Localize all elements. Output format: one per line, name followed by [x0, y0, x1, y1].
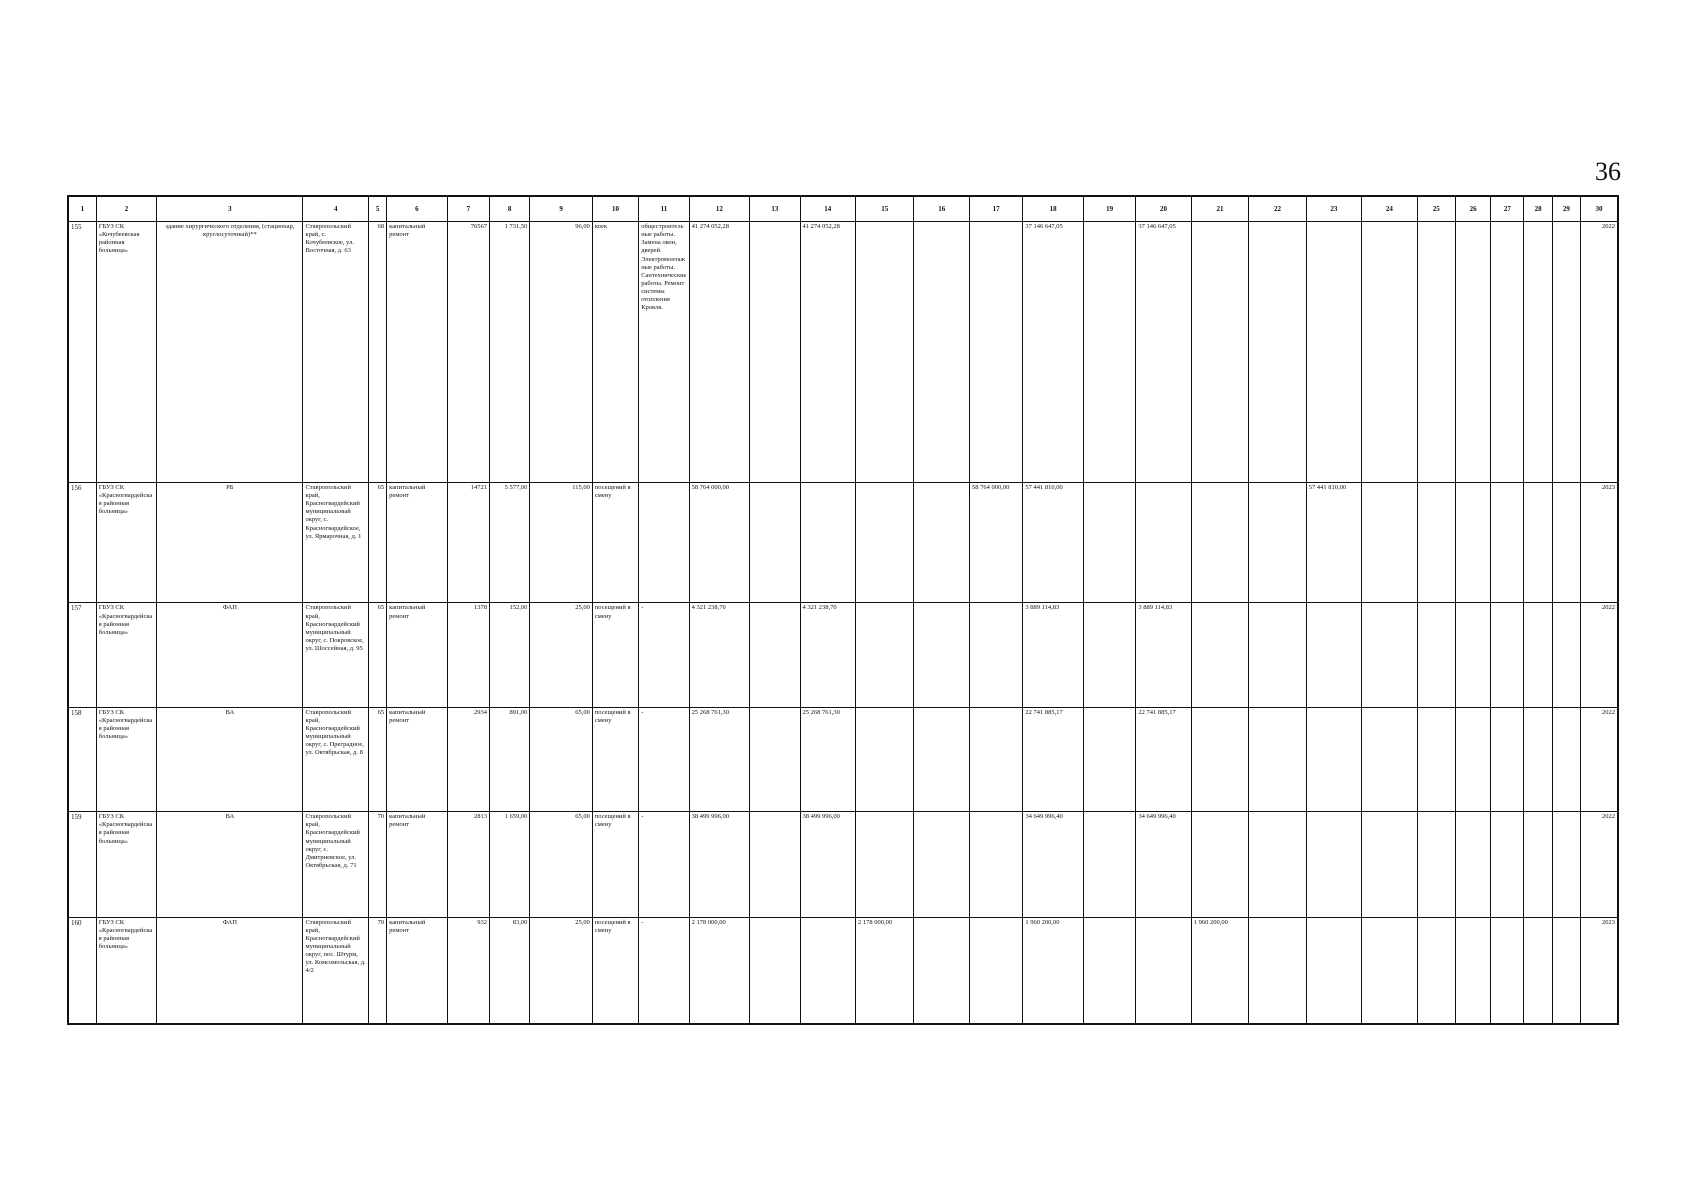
table-cell: Ставропольский край, Красногвардейский муниципальный округ, с. Покровское, ул. Шоссейная, д. 95 — [303, 603, 369, 707]
table-cell — [1552, 917, 1580, 1024]
column-header-24: 24 — [1362, 196, 1417, 222]
table-cell: 76567 — [447, 222, 489, 483]
column-header-27: 27 — [1491, 196, 1524, 222]
table-cell — [1191, 222, 1248, 483]
table-cell: 2813 — [447, 812, 489, 917]
table-cell: 2023 — [1580, 482, 1618, 602]
table-cell: капитальный ремонт — [387, 603, 448, 707]
table-cell: 96,00 — [530, 222, 593, 483]
table-cell: 932 — [447, 917, 489, 1024]
table-cell — [1417, 603, 1455, 707]
table-cell: 34 649 996,40 — [1136, 812, 1191, 917]
table-row — [68, 812, 1618, 917]
table-cell: РБ — [157, 482, 303, 602]
table-cell: 14721 — [447, 482, 489, 602]
table-cell: 70 — [369, 812, 387, 917]
table-cell: ГБУЗ СК «Красногвардейская районная больница» — [96, 603, 157, 707]
table-cell — [856, 707, 914, 811]
table-cell — [969, 222, 1022, 483]
table-cell: 41 274 052,28 — [689, 222, 750, 483]
row-number-cell: 160 — [68, 917, 96, 1024]
table-cell — [1552, 222, 1580, 483]
table-cell — [1306, 917, 1361, 1024]
table-cell — [1491, 482, 1524, 602]
table-cell — [1524, 917, 1552, 1024]
column-header-4: 4 — [303, 196, 369, 222]
table-cell: ГБУЗ СК «Красногвардейская районная больница» — [96, 482, 157, 602]
table-cell: 115,00 — [530, 482, 593, 602]
table-cell — [914, 707, 969, 811]
table-cell — [1552, 603, 1580, 707]
data-table — [67, 195, 1619, 1025]
table-row — [68, 603, 1618, 707]
column-header-11: 11 — [639, 196, 689, 222]
table-cell: 2 178 000,00 — [856, 917, 914, 1024]
table-cell: ФАП — [157, 917, 303, 1024]
column-header-23: 23 — [1306, 196, 1361, 222]
table-cell — [750, 603, 800, 707]
table-cell — [1362, 917, 1417, 1024]
table-cell: 22 741 885,17 — [1136, 707, 1191, 811]
table-cell: 57 441 810,00 — [1306, 482, 1361, 602]
table-cell: капитальный ремонт — [387, 707, 448, 811]
row-number-cell: 159 — [68, 812, 96, 917]
column-header-30: 30 — [1580, 196, 1618, 222]
table-cell: здание хирургического отделения, (стационар, круглосуточный)** — [157, 222, 303, 483]
table-cell: 65,00 — [530, 707, 593, 811]
table-cell: ГБУЗ СК «Красногвардейская районная больница» — [96, 812, 157, 917]
table-cell — [1524, 482, 1552, 602]
table-cell — [1491, 812, 1524, 917]
table-cell: ГБУЗ СК «Кочубеевская районная больница» — [96, 222, 157, 483]
table-cell — [1306, 812, 1361, 917]
table-cell: 58 764 000,00 — [689, 482, 750, 602]
table-cell: Ставропольский край, Красногвардейский муниципальный округ, с. Дмитриевское, ул. Октябрьская, д. 71 — [303, 812, 369, 917]
table-row — [68, 707, 1618, 811]
table-cell: 34 649 996,40 — [1023, 812, 1084, 917]
table-cell — [914, 222, 969, 483]
table-cell: 1378 — [447, 603, 489, 707]
table-cell: 4 321 238,70 — [689, 603, 750, 707]
table-cell — [750, 917, 800, 1024]
table-cell — [1249, 812, 1306, 917]
table-cell: - — [639, 917, 689, 1024]
table-cell — [1524, 812, 1552, 917]
column-header-3: 3 — [157, 196, 303, 222]
table-cell — [1455, 812, 1490, 917]
table-cell — [1491, 603, 1524, 707]
column-header-6: 6 — [387, 196, 448, 222]
table-cell: капитальный ремонт — [387, 812, 448, 917]
table-cell: Ставропольский край, Красногвардейский муниципальный округ, с. Преградное, ул. Октябрьская, д. 8 — [303, 707, 369, 811]
table-cell — [969, 917, 1022, 1024]
table-cell: 25 268 761,30 — [689, 707, 750, 811]
table-cell: 2934 — [447, 707, 489, 811]
table-cell — [1455, 603, 1490, 707]
table-cell — [750, 707, 800, 811]
table-cell — [639, 482, 689, 602]
table-cell: 2023 — [1580, 917, 1618, 1024]
column-header-14: 14 — [800, 196, 855, 222]
table-cell: 38 499 996,00 — [689, 812, 750, 917]
table-cell — [1362, 707, 1417, 811]
table-cell: 3 889 114,83 — [1023, 603, 1084, 707]
table-cell — [1455, 917, 1490, 1024]
table-cell: - — [639, 707, 689, 811]
table-cell — [1136, 917, 1191, 1024]
table-cell — [1417, 482, 1455, 602]
column-header-19: 19 — [1083, 196, 1135, 222]
table-cell — [1083, 222, 1135, 483]
table-cell — [1083, 812, 1135, 917]
table-cell — [1083, 482, 1135, 602]
table-cell — [800, 482, 855, 602]
table-cell: 41 274 052,28 — [800, 222, 855, 483]
table-cell — [1524, 707, 1552, 811]
table-cell — [1362, 603, 1417, 707]
table-row — [68, 482, 1618, 602]
column-header-2: 2 — [96, 196, 157, 222]
table-cell: 891,00 — [489, 707, 529, 811]
table-cell: Ставропольский край, с. Кочубеевское, ул. Восточная, д. 63 — [303, 222, 369, 483]
table-cell: 3 889 114,83 — [1136, 603, 1191, 707]
table-cell — [914, 812, 969, 917]
column-header-5: 5 — [369, 196, 387, 222]
column-header-22: 22 — [1249, 196, 1306, 222]
table-cell: Ставропольский край, Красногвардейский муниципальный округ, пос. Штурм, ул. Комсомольская, д. 4/2 — [303, 917, 369, 1024]
table-cell — [1524, 603, 1552, 707]
table-cell: 2022 — [1580, 222, 1618, 483]
row-number-cell: 157 — [68, 603, 96, 707]
table-cell: 22 741 885,17 — [1023, 707, 1084, 811]
table-cell: ГБУЗ СК «Красногвардейская районная больница» — [96, 917, 157, 1024]
table-cell — [1191, 707, 1248, 811]
row-number-cell: 158 — [68, 707, 96, 811]
table-cell: 37 146 647,05 — [1136, 222, 1191, 483]
table-cell — [1362, 482, 1417, 602]
column-header-7: 7 — [447, 196, 489, 222]
table-cell — [856, 812, 914, 917]
table-cell: 25 268 761,30 — [800, 707, 855, 811]
table-cell: капитальный ремонт — [387, 222, 448, 483]
table-cell — [1083, 707, 1135, 811]
table-row — [68, 222, 1618, 483]
table-cell: 2022 — [1580, 812, 1618, 917]
table-cell — [1417, 812, 1455, 917]
table-cell: посещений в смену — [592, 603, 638, 707]
table-cell: Ставропольский край, Красногвардейский муниципальный округ, с. Красногвардейское, ул. Ярмарочная, д. 1 — [303, 482, 369, 602]
table-cell — [1362, 222, 1417, 483]
table-cell — [750, 812, 800, 917]
table-cell — [1552, 482, 1580, 602]
table-cell: ГБУЗ СК «Красногвардейская районная больница» — [96, 707, 157, 811]
column-header-9: 9 — [530, 196, 593, 222]
table-cell — [1491, 917, 1524, 1024]
row-number-cell: 155 — [68, 222, 96, 483]
table-cell: ВА — [157, 812, 303, 917]
row-number-cell: 156 — [68, 482, 96, 602]
table-cell: 83,00 — [489, 917, 529, 1024]
table-cell — [1306, 707, 1361, 811]
table-cell: коек — [592, 222, 638, 483]
column-header-20: 20 — [1136, 196, 1191, 222]
table-cell — [1306, 603, 1361, 707]
table-cell — [1249, 603, 1306, 707]
table-cell: 65,00 — [530, 812, 593, 917]
column-header-25: 25 — [1417, 196, 1455, 222]
table-cell — [1417, 917, 1455, 1024]
table-cell: 70 — [369, 917, 387, 1024]
table-cell — [856, 222, 914, 483]
table-cell: посещений в смену — [592, 812, 638, 917]
column-header-28: 28 — [1524, 196, 1552, 222]
table-cell: 57 441 810,00 — [1023, 482, 1084, 602]
column-header-12: 12 — [689, 196, 750, 222]
table-cell — [1552, 707, 1580, 811]
table-cell — [1191, 812, 1248, 917]
table-cell: 38 499 996,00 — [800, 812, 855, 917]
table-cell — [856, 603, 914, 707]
table-row — [68, 917, 1618, 1024]
table-cell: 5 577,00 — [489, 482, 529, 602]
table-cell — [1249, 917, 1306, 1024]
table-cell — [1362, 812, 1417, 917]
column-header-18: 18 — [1023, 196, 1084, 222]
table-cell — [1491, 222, 1524, 483]
table-cell: 37 146 647,05 — [1023, 222, 1084, 483]
column-header-15: 15 — [856, 196, 914, 222]
table-cell — [969, 812, 1022, 917]
table-cell — [750, 482, 800, 602]
table-cell: 1 960 200,00 — [1023, 917, 1084, 1024]
table-cell — [1455, 222, 1490, 483]
table-cell: - — [639, 603, 689, 707]
table-cell: общестроительные работы. Замена окон, дверей. Электромонтажные работы. Сантехнические работы. Ремонт системы отопления Кровля. — [639, 222, 689, 483]
table-cell — [914, 603, 969, 707]
table-cell: 2 178 000,00 — [689, 917, 750, 1024]
column-header-26: 26 — [1455, 196, 1490, 222]
page-number: 36 — [1595, 157, 1621, 186]
column-header-13: 13 — [750, 196, 800, 222]
column-header-21: 21 — [1191, 196, 1248, 222]
table-cell: 1 960 200,00 — [1191, 917, 1248, 1024]
table-cell — [969, 603, 1022, 707]
table-cell: 2022 — [1580, 707, 1618, 811]
table-cell — [1524, 222, 1552, 483]
table-cell: 65 — [369, 603, 387, 707]
table-cell: 65 — [369, 482, 387, 602]
column-header-10: 10 — [592, 196, 638, 222]
table-cell — [1306, 222, 1361, 483]
table-cell — [800, 917, 855, 1024]
table-cell: 65 — [369, 707, 387, 811]
table-cell — [856, 482, 914, 602]
table-cell: 58 764 000,00 — [969, 482, 1022, 602]
table-cell: 152,00 — [489, 603, 529, 707]
table-cell: 2022 — [1580, 603, 1618, 707]
table-cell: ФАП — [157, 603, 303, 707]
table-cell — [914, 482, 969, 602]
header-row — [68, 196, 1618, 222]
table-cell — [1249, 482, 1306, 602]
table-cell: 1 659,00 — [489, 812, 529, 917]
table-cell — [1552, 812, 1580, 917]
table-cell: посещений в смену — [592, 707, 638, 811]
table-cell: капитальный ремонт — [387, 482, 448, 602]
table-cell — [1083, 603, 1135, 707]
table-cell — [1455, 482, 1490, 602]
column-header-17: 17 — [969, 196, 1022, 222]
table-cell — [1249, 222, 1306, 483]
column-header-16: 16 — [914, 196, 969, 222]
table-cell: капитальный ремонт — [387, 917, 448, 1024]
table-cell — [914, 917, 969, 1024]
table-cell: 25,00 — [530, 603, 593, 707]
table-cell: 68 — [369, 222, 387, 483]
table-cell — [1417, 707, 1455, 811]
table-cell — [1136, 482, 1191, 602]
table-cell — [750, 222, 800, 483]
table-cell: - — [639, 812, 689, 917]
table-cell — [969, 707, 1022, 811]
table-cell — [1491, 707, 1524, 811]
table-cell: 4 321 238,70 — [800, 603, 855, 707]
table-cell — [1455, 707, 1490, 811]
column-header-29: 29 — [1552, 196, 1580, 222]
column-header-8: 8 — [489, 196, 529, 222]
table-cell — [1191, 482, 1248, 602]
table-cell: посещений в смену — [592, 917, 638, 1024]
table-cell — [1249, 707, 1306, 811]
table-cell — [1083, 917, 1135, 1024]
table-cell — [1417, 222, 1455, 483]
column-header-1: 1 — [68, 196, 96, 222]
table-cell: посещений в смену — [592, 482, 638, 602]
table-cell: ВА — [157, 707, 303, 811]
table-cell — [1191, 603, 1248, 707]
table-cell: 25,00 — [530, 917, 593, 1024]
table-cell: 1 731,50 — [489, 222, 529, 483]
